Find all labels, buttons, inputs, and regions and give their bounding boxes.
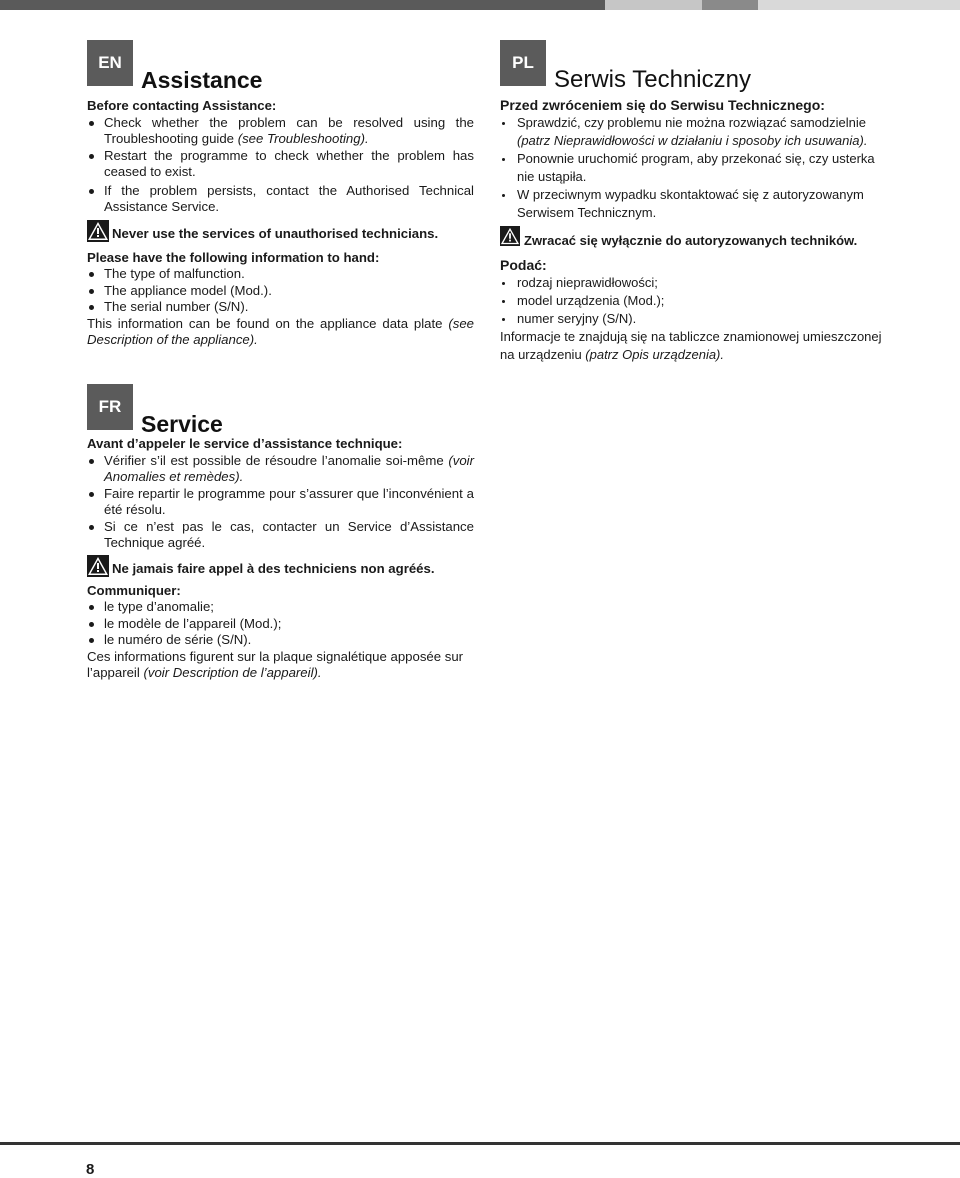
before-list: [87, 453, 474, 552]
section-title: Service: [141, 411, 223, 437]
list-item: Faire repartir le programme pour s’assurer que l’inconvénient a été résolu.: [87, 486, 474, 519]
warning-triangle-icon: [500, 226, 520, 246]
info-list: [87, 266, 474, 316]
section-header: [87, 40, 474, 93]
section-title: Serwis Techniczny: [554, 66, 751, 93]
section-header: [500, 40, 892, 93]
section-en: [87, 40, 474, 349]
section-pl: [500, 40, 892, 364]
list-item: Ponownie uruchomić program, aby przekonać się, czy usterka nie ustąpiła.: [500, 150, 892, 186]
top-bar-dark: [0, 0, 605, 10]
warning-line: Ne jamais faire appel à des techniciens non agréés.: [87, 561, 474, 583]
list-item: W przeciwnym wypadku skontaktować się z autoryzowanym Serwisem Technicznym.: [500, 186, 892, 222]
list-item: le type d’anomalie;: [87, 599, 474, 616]
info-heading: Please have the following information to hand:: [87, 249, 380, 265]
warning-line: Never use the services of unauthorised technicians.: [87, 226, 474, 248]
list-item: Vérifier s’il est possible de résoudre l’anomalie soi-même (voir Anomalies et remèdes).: [87, 453, 474, 486]
list-item: If the problem persists, contact the Authorised Technical Assistance Service.: [87, 183, 474, 216]
warning-triangle-icon: [87, 555, 109, 577]
list-item: The type of malfunction.: [87, 266, 474, 283]
top-bar-mid: [702, 0, 758, 10]
before-list: [500, 114, 892, 222]
language-badge: EN: [87, 40, 133, 86]
footer-divider: [0, 1142, 960, 1145]
page-number: 8: [86, 1161, 95, 1178]
language-badge: PL: [500, 40, 546, 86]
list-item: Sprawdzić, czy problemu nie można rozwiązać samodzielnie (patrz Nieprawidłowości w działaniu i sposoby ich usuwania).: [500, 114, 892, 150]
section-header: [87, 384, 474, 437]
list-item: numer seryjny (S/N).: [500, 310, 892, 328]
list-item: le numéro de série (S/N).: [87, 632, 474, 649]
info-list: [87, 599, 474, 649]
note: Ces informations figurent sur la plaque signalétique apposée sur l’appareil (voir Description de l’appareil).: [87, 648, 464, 680]
warning-line: Zwracać się wyłącznie do autoryzowanych techników.: [500, 232, 892, 254]
warning-triangle-icon: [87, 220, 109, 242]
note: Informacje te znajdują się na tabliczce znamionowej umieszczonej na urządzeniu (patrz Opis urządzenia).: [500, 329, 882, 362]
top-bar-light: [605, 0, 702, 10]
language-badge: FR: [87, 384, 133, 430]
list-item: Check whether the problem can be resolved using the Troubleshooting guide (see Troubleshooting).: [87, 115, 474, 148]
list-item: le modèle de l’appareil (Mod.);: [87, 616, 474, 633]
info-list: [500, 274, 892, 328]
info-heading: Communiquer:: [87, 582, 181, 598]
before-list: [87, 115, 474, 216]
section-title: Assistance: [141, 67, 263, 93]
list-item: The serial number (S/N).: [87, 299, 474, 316]
list-item: rodzaj nieprawidłowości;: [500, 274, 892, 292]
info-heading: Podać:: [500, 257, 547, 273]
before-heading: Before contacting Assistance:: [87, 98, 277, 113]
list-item: model urządzenia (Mod.);: [500, 292, 892, 310]
list-item: The appliance model (Mod.).: [87, 283, 474, 300]
before-heading: Przed zwróceniem się do Serwisu Technicznego:: [500, 97, 825, 113]
note: This information can be found on the appliance data plate (see Description of the appliance).: [87, 315, 474, 347]
before-heading: Avant d’appeler le service d’assistance technique:: [87, 436, 403, 451]
list-item: Si ce n’est pas le cas, contacter un Service d’Assistance Technique agréé.: [87, 519, 474, 552]
section-fr: [87, 384, 474, 682]
top-bar-pale: [758, 0, 960, 10]
list-item: Restart the programme to check whether the problem has ceased to exist.: [87, 148, 474, 181]
